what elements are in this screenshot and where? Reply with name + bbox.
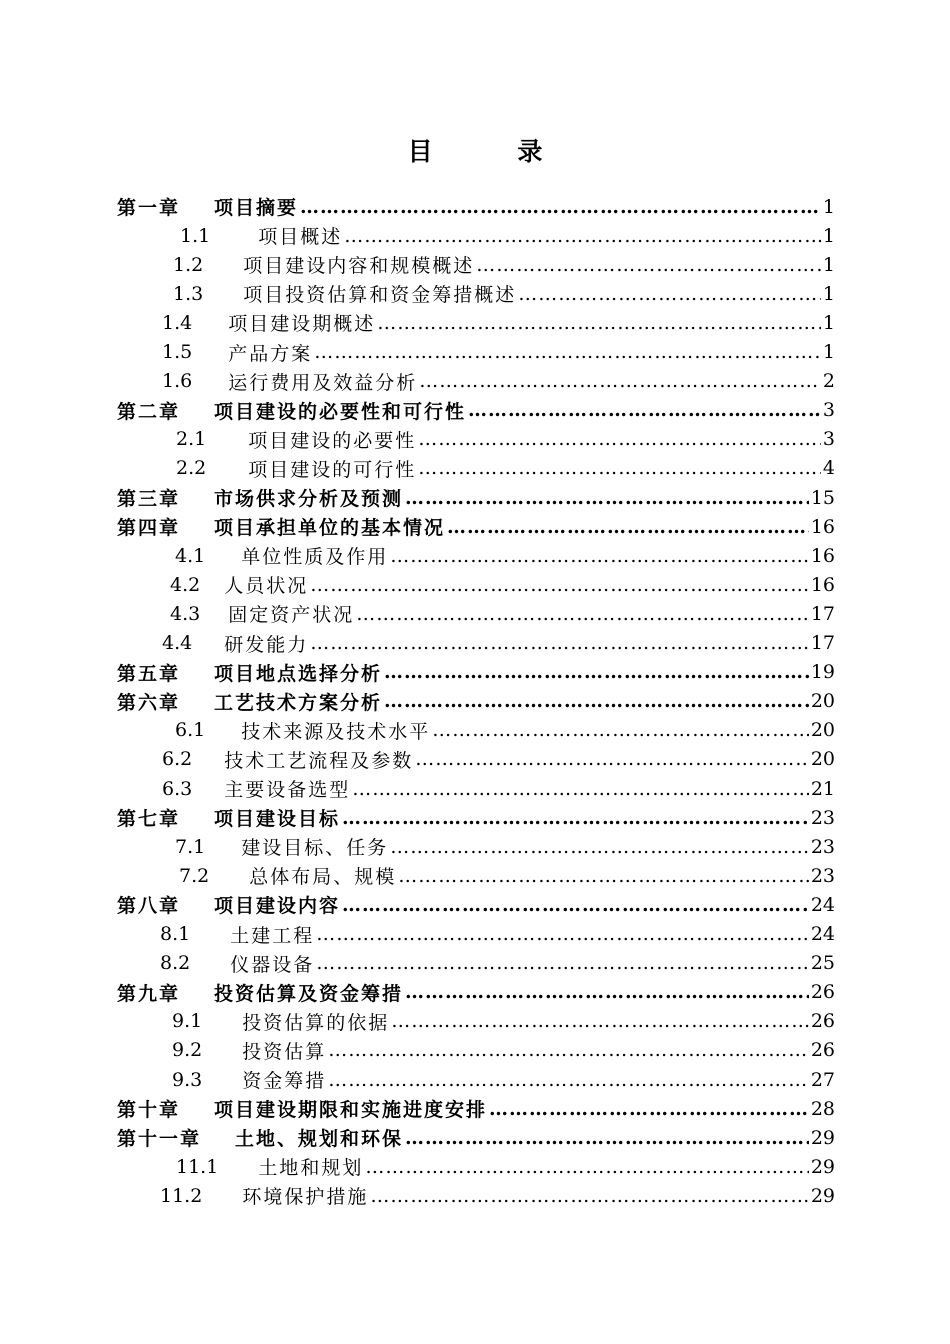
toc-entry-number: 1.6 [162,370,193,393]
toc-leader-dots [447,516,809,538]
toc-page-number: 3 [822,399,835,422]
toc-entry-label: 工艺技术方案分析 [214,691,383,714]
toc-entry-label: 环境保护措施 [242,1186,369,1209]
toc-leader-dots [390,545,809,567]
toc-page-number: 29 [810,1155,835,1178]
toc-entry-label: 项目投资估算和资金筹措概述 [243,284,517,307]
toc-page-number: 29 [810,1126,835,1149]
toc-entry-label: 投资估算及资金筹措 [214,982,404,1005]
toc-leader-dots [356,603,809,625]
toc-entry-number: 4.3 [170,602,201,625]
toc-section-entry[interactable] [162,308,835,337]
toc-entry-number: 11.2 [160,1184,203,1207]
toc-leader-dots [489,1098,809,1120]
toc-entry-label: 仪器设备 [230,953,315,976]
toc-leader-dots [365,1156,808,1178]
toc-entry-number: 第三章 [117,488,181,510]
toc-leader-dots [405,487,809,509]
toc-leader-dots [344,225,821,247]
toc-leader-dots [418,428,821,450]
toc-section-entry[interactable] [175,716,835,745]
toc-entry-number: 8.1 [160,923,191,945]
toc-leader-dots [328,1069,809,1091]
toc-section-entry[interactable] [172,1007,835,1036]
toc-page-number: 20 [810,719,835,742]
toc-leader-dots [310,632,809,654]
toc-entry-number: 4.4 [162,632,193,654]
toc-section-entry[interactable] [160,1181,835,1210]
toc-entry-label: 市场供求分析及预测 [214,488,404,510]
toc-leader-dots [384,690,809,712]
toc-page-number: 16 [810,544,835,567]
toc-entry-label: 投资估算的依据 [242,1011,390,1034]
toc-entry-label: 项目建设内容 [214,895,341,918]
toc-chapter-entry[interactable] [117,192,835,221]
toc-page-number: 23 [810,835,835,858]
toc-entry-number: 第四章 [117,517,181,540]
toc-section-entry[interactable] [162,745,835,774]
toc-section-entry[interactable] [176,454,835,483]
toc-page-number: 26 [810,1039,835,1062]
toc-leader-dots [342,807,809,829]
toc-chapter-entry[interactable] [117,1123,835,1152]
toc-entry-number: 8.2 [160,952,191,975]
toc-section-entry[interactable] [173,250,835,279]
toc-page-number: 26 [810,1010,835,1033]
toc-leader-dots [310,574,809,596]
toc-entry-number: 11.1 [176,1155,219,1178]
toc-entry-number: 6.1 [175,719,206,742]
toc-section-entry[interactable] [160,920,835,949]
toc-entry-label: 项目建设内容和规模概述 [243,255,475,278]
toc-chapter-entry[interactable] [117,396,835,425]
toc-entry-number: 4.1 [175,544,206,567]
toc-leader-dots [390,836,809,858]
toc-entry-number: 1.4 [162,311,193,334]
toc-entry-number: 9.2 [172,1039,203,1062]
toc-entry-label: 项目地点选择分析 [214,662,383,685]
toc-page-number: 4 [822,457,835,480]
toc-entry-label: 单位性质及作用 [241,546,389,569]
toc-entry-number: 第十一章 [117,1128,202,1151]
toc-section-entry[interactable] [176,1152,835,1181]
toc-chapter-entry[interactable] [117,803,835,832]
toc-leader-dots [342,894,809,916]
toc-entry-number: 6.3 [162,777,193,800]
toc-page-number: 1 [822,253,835,276]
toc-entry-number: 2.1 [176,428,207,451]
toc-entry-number: 第二章 [117,400,181,423]
toc-page-number: 15 [810,486,835,509]
toc-entry-label: 投资估算 [242,1040,327,1063]
toc-section-entry[interactable] [179,861,835,890]
toc-entry-number: 第五章 [117,662,181,685]
toc-entry-label: 项目承担单位的基本情况 [214,517,446,540]
toc-leader-dots [398,865,809,887]
toc-section-entry[interactable] [162,629,835,658]
toc-section-entry[interactable] [173,279,835,308]
toc-page-number: 1 [822,341,835,363]
toc-entry-label: 土地、规划和环保 [235,1128,404,1151]
toc-entry-label: 技术工艺流程及参数 [224,749,414,772]
toc-entry-number: 7.2 [179,864,210,887]
toc-leader-dots [518,283,821,305]
toc-page-number: 1 [822,311,835,334]
toc-leader-dots [405,1127,809,1149]
toc-section-entry[interactable] [162,774,835,803]
toc-entry-label: 固定资产状况 [228,604,355,627]
toc-section-entry[interactable] [176,425,835,454]
toc-entry-label: 项目建设期概述 [228,313,376,336]
toc-leader-dots [476,254,821,276]
toc-page-number: 23 [810,806,835,829]
toc-page-number: 27 [810,1068,835,1091]
toc-entry-label: 产品方案 [228,342,313,365]
toc-page-number: 24 [810,923,835,945]
toc-section-entry[interactable] [160,949,835,978]
toc-leader-dots [352,778,809,800]
toc-leader-dots [328,1039,809,1061]
toc-entry-number: 第六章 [117,691,181,714]
toc-entry-label: 项目摘要 [214,197,299,219]
toc-page-number: 16 [810,573,835,596]
toc-leader-dots [316,952,809,974]
toc-entry-number: 6.2 [162,748,193,771]
toc-page-number: 24 [810,893,835,916]
toc-entry-number: 1.1 [180,224,211,247]
toc-leader-dots [370,1185,808,1207]
toc-page-number: 25 [810,952,835,975]
toc-section-entry[interactable] [172,1065,835,1094]
toc-entry-label: 土地和规划 [258,1157,364,1180]
toc-chapter-entry[interactable] [117,978,835,1007]
toc-page-number: 2 [822,370,835,393]
toc-leader-dots [432,719,809,741]
toc-entry-label: 项目概述 [258,226,343,249]
toc-page-number: 17 [810,602,835,625]
toc-entry-number: 第八章 [117,895,181,918]
toc-page-number: 1 [822,195,835,218]
toc-page-number: 17 [810,632,835,654]
toc-section-entry[interactable] [170,599,835,628]
toc-entry-number: 4.2 [170,573,201,596]
toc-page-number: 29 [810,1184,835,1207]
toc-entry-number: 第十章 [117,1099,181,1122]
toc-section-entry[interactable] [162,338,835,367]
toc-chapter-entry[interactable] [117,483,835,512]
toc-chapter-entry[interactable] [117,512,835,541]
toc-section-entry[interactable] [172,1036,835,1065]
toc-page-number: 26 [810,981,835,1004]
toc-section-entry[interactable] [175,541,835,570]
toc-entry-label: 技术来源及技术水平 [241,720,431,743]
toc-chapter-entry[interactable] [117,658,835,687]
toc-chapter-entry[interactable] [117,1094,835,1123]
toc-section-entry[interactable] [170,570,835,599]
toc-section-entry[interactable] [162,367,835,396]
toc-entry-number: 1.2 [173,253,204,276]
toc-leader-dots [300,196,821,218]
toc-entry-number: 第七章 [117,808,181,831]
toc-entry-label: 主要设备选型 [224,779,351,801]
toc-entry-number: 9.1 [172,1010,203,1033]
toc-entry-number: 第一章 [117,197,181,219]
toc-leader-dots [377,312,821,334]
toc-page-number: 19 [810,661,835,684]
toc-entry-label: 总体布局、规模 [249,866,397,889]
toc-entry-label: 土建工程 [230,924,315,947]
toc-entry-label: 项目建设目标 [214,808,341,831]
toc-entry-label: 人员状况 [224,575,309,598]
toc-entry-label: 项目建设期限和实施进度安排 [214,1099,488,1122]
toc-entry-label: 项目建设的必要性和可行性 [214,400,467,423]
toc-leader-dots [391,1010,809,1032]
toc-entry-label: 项目建设的可行性 [248,458,417,481]
page-title: 目 录 [407,137,581,166]
toc-entry-number: 第九章 [117,982,181,1005]
toc-entry-label: 建设目标、任务 [241,837,389,860]
toc-entry-number: 9.3 [172,1068,203,1091]
toc-page-number: 1 [822,282,835,305]
toc-leader-dots [384,661,809,683]
toc-entry-label: 研发能力 [224,633,309,656]
toc-page-number: 21 [810,777,835,800]
toc-entry-number: 2.2 [176,457,207,480]
toc-page-number: 3 [822,428,835,451]
toc-leader-dots [418,457,821,479]
toc-entry-label: 运行费用及效益分析 [228,371,418,394]
toc-entry-label: 项目建设的必要性 [248,429,417,452]
toc-leader-dots [468,399,821,421]
toc-entry-number: 7.1 [175,835,206,858]
toc-leader-dots [314,341,821,363]
toc-entry-label: 资金筹措 [242,1070,327,1092]
toc-page-number: 16 [810,515,835,538]
toc-entry-number: 1.3 [173,282,204,305]
toc-page-number: 28 [810,1097,835,1120]
toc-chapter-entry[interactable] [117,687,835,716]
toc-leader-dots [316,923,809,945]
toc-leader-dots [415,748,809,770]
toc-section-entry[interactable] [180,221,835,250]
toc-page-number: 23 [810,864,835,887]
toc-chapter-entry[interactable] [117,890,835,919]
toc-page-number: 1 [822,224,835,247]
toc-page-number: 20 [810,748,835,771]
toc-section-entry[interactable] [175,832,835,861]
toc-leader-dots [405,981,809,1003]
toc-page-number: 20 [810,690,835,713]
toc-leader-dots [419,370,821,392]
toc-entry-number: 1.5 [162,341,193,363]
